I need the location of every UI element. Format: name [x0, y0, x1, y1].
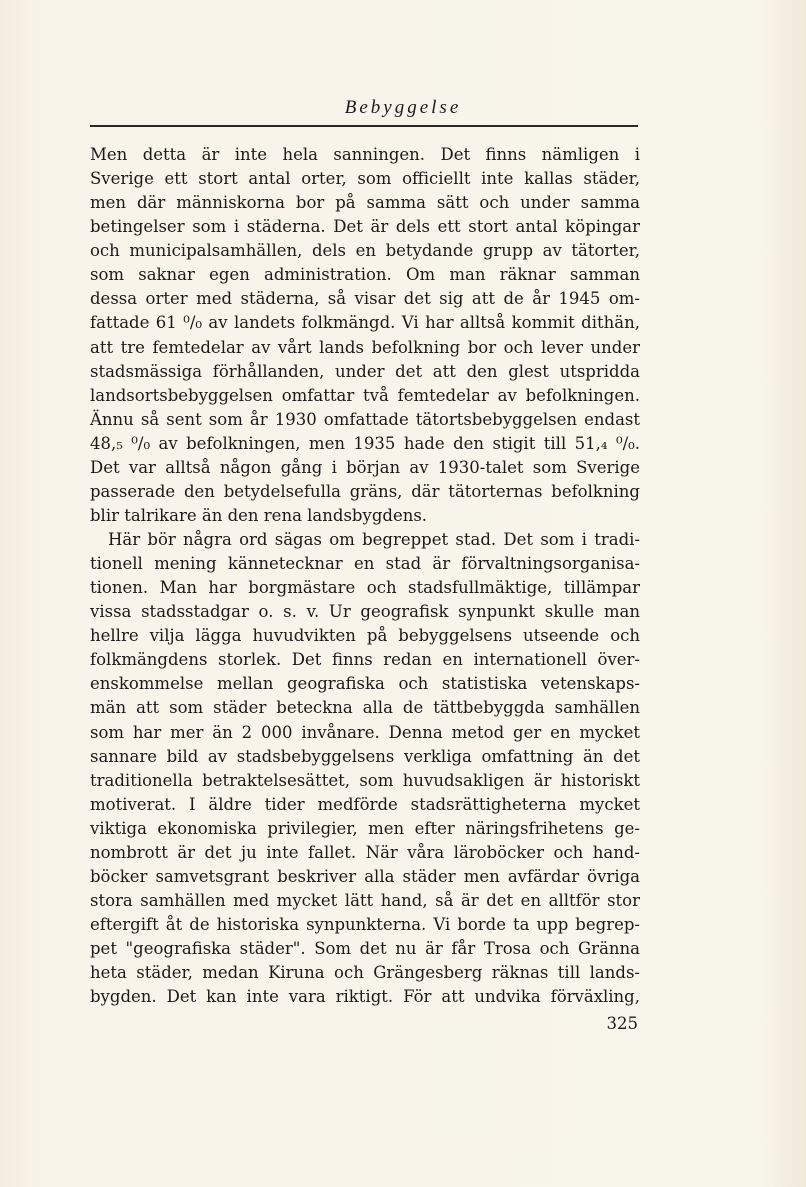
text-line: passerade den betydelsefulla gräns, där tätorternas befolkning [90, 481, 640, 501]
text-line: sannare bild av stadsbebyggelsens verkliga omfattning än det [90, 746, 640, 766]
text-line: men där människorna bor på samma sätt och under samma [90, 193, 640, 213]
text-line: och municipalsamhällen, dels en betydande grupp av tätorter, [90, 241, 640, 261]
text-line: att tre femtedelar av vårt lands befolkning bor och lever under [90, 337, 640, 357]
text-line: landsortsbebyggelsen omfattar två femtedelar av befolkningen. [90, 385, 640, 405]
text-line: Ännu så sent som år 1930 omfattade tätortsbebyggelsen endast [90, 409, 640, 429]
running-header: Bebyggelse [344, 97, 462, 118]
page-number: 325 [606, 1014, 638, 1033]
body-text [90, 143, 640, 1009]
text-line: tionen. Man har borgmästare och stadsfullmäktige, tillämpar [90, 578, 640, 598]
text-line: 48,₅ ⁰/₀ av befolkningen, men 1935 hade den stigit till 51,₄ ⁰/₀. [90, 433, 640, 453]
text-line: Men detta är inte hela sanningen. Det finns nämligen i [90, 145, 640, 164]
text-line: stadsmässiga förhållanden, under det att den glest utspridda [90, 361, 640, 381]
text-line: heta städer, medan Kiruna och Grängesberg räknas till lands- [90, 963, 640, 983]
header-rule [90, 125, 638, 127]
text-line: Det var alltså någon gång i början av 1930-talet som Sverige [90, 457, 640, 477]
text-line: tionell mening kännetecknar en stad är förvaltningsorganisa- [90, 554, 640, 574]
text-line: blir talrikare än den rena landsbygdens. [90, 505, 428, 525]
text-line: pet "geografiska städer". Som det nu är får Trosa och Gränna [90, 939, 640, 959]
text-line: män att som städer beteckna alla de tättbebyggda samhällen [90, 698, 640, 718]
text-line: Här bör några ord sägas om begreppet stad. Det som i tradi- [108, 530, 640, 549]
text-line: böcker samvetsgrant beskriver alla städer men avfärdar övriga [90, 866, 640, 886]
text-line: vissa stadsstadgar o. s. v. Ur geografisk synpunkt skulle man [90, 602, 640, 622]
text-line: stora samhällen med mycket lätt hand, så är det en alltför stor [90, 890, 640, 910]
text-line: dessa orter med städerna, så visar det sig att de år 1945 om- [90, 289, 640, 309]
text-line: Sverige ett stort antal orter, som officiellt inte kallas städer, [90, 169, 640, 189]
text-line: bygden. Det kan inte vara riktigt. För att undvika förväxling, [90, 987, 640, 1007]
text-line: motiverat. I äldre tider medförde stadsrättigheterna mycket [90, 794, 640, 814]
text-line: som har mer än 2 000 invånare. Denna metod ger en mycket [90, 722, 640, 742]
text-line: som saknar egen administration. Om man räknar samman [90, 265, 640, 285]
text-line: hellre vilja lägga huvudvikten på bebyggelsens utseende och [90, 626, 640, 646]
text-line: nombrott är det ju inte fallet. När våra läroböcker och hand- [90, 842, 640, 862]
text-line: fattade 61 ⁰/₀ av landets folkmängd. Vi har alltså kommit dithän, [90, 313, 640, 333]
text-line: viktiga ekonomiska privilegier, men efter näringsfrihetens ge- [90, 818, 640, 838]
text-line: traditionella betraktelsesättet, som huvudsakligen är historiskt [90, 770, 640, 790]
text-line: betingelser som i städerna. Det är dels ett stort antal köpingar [90, 217, 640, 237]
text-line: enskommelse mellan geografiska och statistiska vetenskaps- [90, 674, 640, 694]
text-line: eftergift åt de historiska synpunkterna. Vi borde ta upp begrep- [90, 915, 640, 934]
text-line: folkmängdens storlek. Det finns redan en internationell över- [90, 650, 640, 670]
